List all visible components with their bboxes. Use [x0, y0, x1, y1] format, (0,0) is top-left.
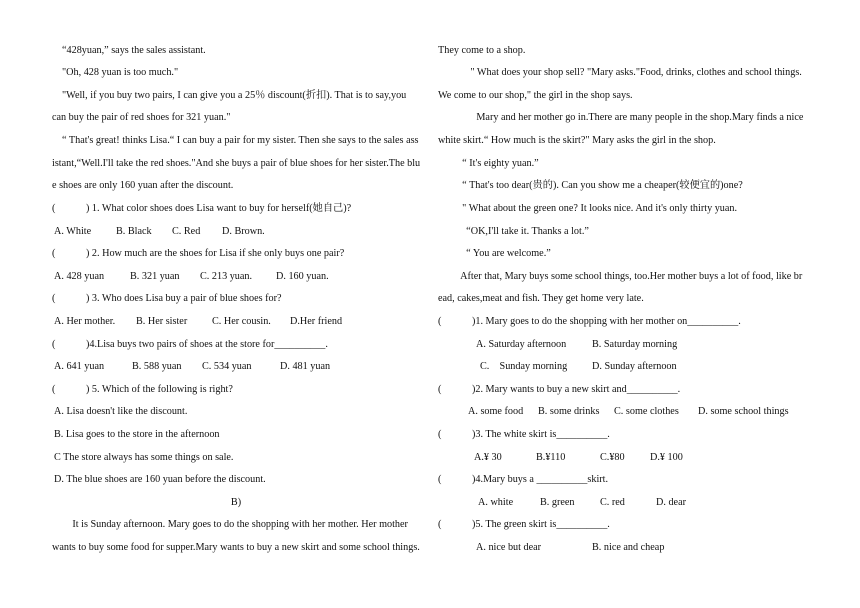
text-line: "Oh, 428 yuan is too much.": [62, 67, 179, 78]
option: B. Saturday morning: [592, 339, 678, 350]
option: D. 160 yuan.: [276, 271, 329, 282]
option: D.Her friend: [290, 316, 343, 327]
text-line: “ That's too dear(贵的). Can you show me a cheaper(较便宜的)one?: [452, 180, 743, 191]
option: C. 534 yuan: [202, 361, 252, 372]
option: B.¥110: [536, 452, 566, 463]
text-line: " What about the green one? It looks nice. And it's only thirty yuan.: [452, 203, 738, 214]
text-line: istant,“Well.I'll take the red shoes."And she buys a pair of blue shoes for her sister.The blu: [52, 158, 421, 169]
option: A. Lisa doesn't like the discount.: [54, 406, 188, 417]
text-line: They come to a shop.: [438, 45, 526, 56]
text-line: After that, Mary buys some school things, too.Her mother buys a lot of food, like br: [450, 271, 803, 282]
text-line: “ You are welcome.”: [456, 248, 551, 259]
option: B. Black: [116, 226, 152, 237]
options-q1-row2: [480, 360, 677, 374]
text-line: white skirt.“ How much is the skirt?" Mary asks the girl in the shop.: [438, 135, 716, 146]
option: A. white: [478, 497, 514, 508]
option: D. Brown.: [222, 226, 265, 237]
options-q2: [54, 270, 329, 284]
text-line: Mary and her mother go in.There are many people in the shop.Mary finds a nice: [456, 112, 804, 123]
option: B. some drinks: [538, 406, 600, 417]
text-line: "Well, if you buy two pairs, I can give you a 25％ discount(折扣). That is to say,you: [62, 90, 407, 101]
option: B. 321 yuan: [130, 271, 180, 282]
question-3: ( )3. The white skirt is__________.: [438, 429, 610, 440]
question-3: ( ) 3. Who does Lisa buy a pair of blue shoes for?: [52, 293, 282, 304]
question-4: ( )4.Lisa buys two pairs of shoes at the store for__________.: [52, 339, 328, 350]
question-1: ( )1. Mary goes to do the shopping with her mother on__________.: [438, 316, 741, 327]
text-line: " What does your shop sell? "Mary asks."Food, drinks, clothes and school things.: [450, 67, 802, 78]
text-line: “ That's great! thinks Lisa.“ I can buy a pair for my sister. Then she says to the sales ass: [62, 135, 419, 146]
option: A.¥ 30: [474, 452, 502, 463]
text-line: We come to our shop," the girl in the shop says.: [438, 90, 633, 101]
section-heading-b: B): [230, 497, 242, 508]
options-q1: [476, 338, 677, 352]
options-q3: [474, 451, 683, 465]
option: D. Sunday afternoon: [592, 361, 677, 372]
question-4: ( )4.Mary buys a __________skirt.: [438, 474, 609, 485]
option: B. 588 yuan: [132, 361, 182, 372]
options-q2: [468, 405, 789, 419]
options-q1: [54, 225, 265, 239]
option: A. some food: [468, 406, 524, 417]
option: B. Lisa goes to the store in the afternoon: [54, 429, 220, 440]
text-line: “428yuan,” says the sales assistant.: [62, 45, 206, 56]
option: C. red: [600, 497, 625, 508]
text-line: ead, cakes,meat and fish. They get home very late.: [438, 293, 644, 304]
option: C. some clothes: [614, 406, 679, 417]
option: D. 481 yuan: [280, 361, 331, 372]
option: B. Her sister: [136, 316, 188, 327]
option: A. Her mother.: [54, 316, 116, 327]
option: A. nice but dear: [476, 542, 542, 553]
option: D. The blue shoes are 160 yuan before the discount.: [54, 474, 266, 485]
option: C The store always has some things on sale.: [54, 452, 234, 463]
option: D. dear: [656, 497, 686, 508]
option: B. nice and cheap: [592, 542, 665, 553]
text-line: It is Sunday afternoon. Mary goes to do the shopping with her mother. Her mother: [52, 519, 408, 530]
option: A. 428 yuan: [54, 271, 105, 282]
question-5: ( ) 5. Which of the following is right?: [52, 384, 233, 395]
option: A. 641 yuan: [54, 361, 105, 372]
options-q5: [476, 541, 664, 555]
text-line: e shoes are only 160 yuan after the discount.: [52, 180, 234, 191]
option: B. green: [540, 497, 575, 508]
option: C. Her cousin.: [212, 316, 271, 327]
text-line: “ It's eighty yuan.”: [452, 158, 539, 169]
option: C. Sunday morning: [480, 361, 568, 372]
option: C. Red: [172, 226, 201, 237]
text-line: “OK,I'll take it. Thanks a lot.”: [456, 226, 589, 237]
question-2: ( )2. Mary wants to buy a new skirt and__________.: [438, 384, 681, 395]
option: C. 213 yuan.: [200, 271, 253, 282]
option: D. some school things: [698, 406, 789, 417]
question-2: ( ) 2. How much are the shoes for Lisa if she only buys one pair?: [52, 248, 345, 259]
option: A. Saturday afternoon: [476, 339, 567, 350]
question-1: ( ) 1. What color shoes does Lisa want to buy for herself(她自己)?: [52, 203, 352, 214]
option: D.¥ 100: [650, 452, 683, 463]
option: A. White: [54, 226, 92, 237]
options-q3: [54, 315, 342, 329]
options-q4: [54, 360, 330, 374]
text-line: wants to buy some food for supper.Mary wants to buy a new skirt and some school things.: [52, 542, 420, 553]
question-5: ( )5. The green skirt is__________.: [438, 519, 610, 530]
options-q4: [478, 496, 686, 510]
option: C.¥80: [600, 452, 625, 463]
text-line: can buy the pair of red shoes for 321 yuan.": [52, 112, 231, 123]
